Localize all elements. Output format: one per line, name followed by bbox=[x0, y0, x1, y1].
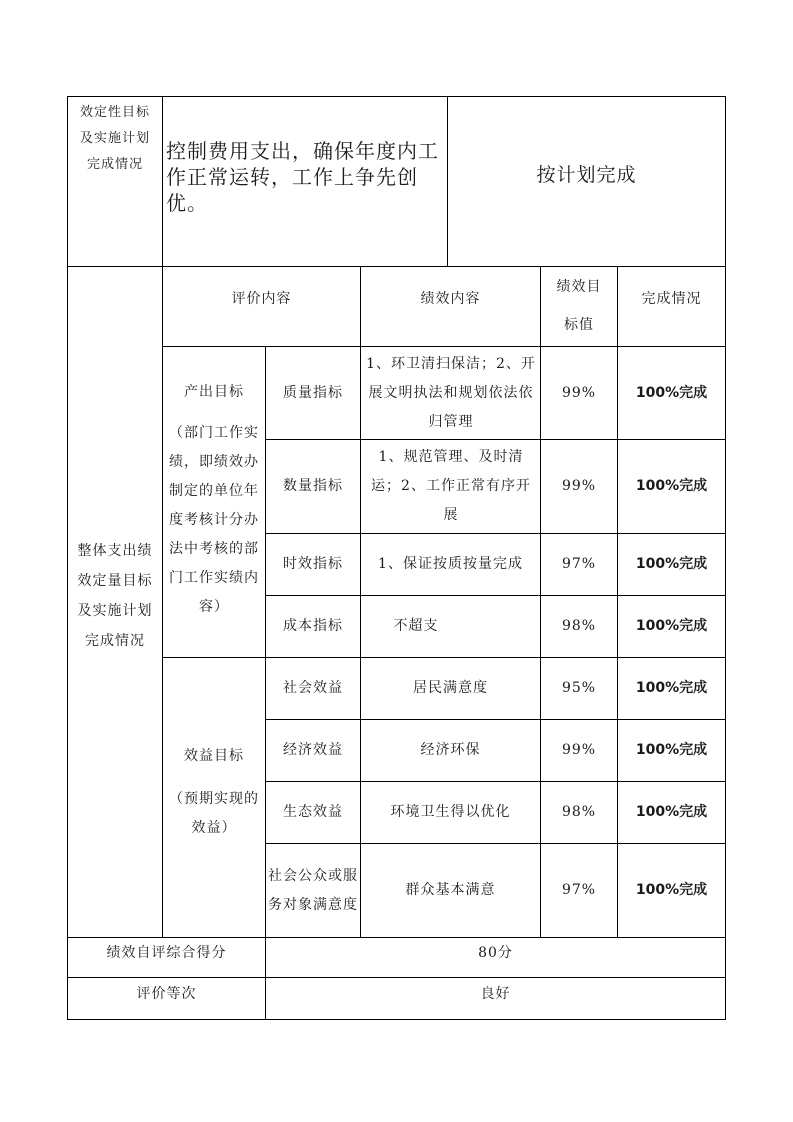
qualitative-goal-text: 控制费用支出，确保年度内工作正常运转，工作上争先创优。 bbox=[166, 139, 439, 215]
row-3-status: 100%完成 bbox=[635, 618, 708, 634]
row-5-indicator: 经济效益 bbox=[283, 742, 343, 758]
output-goal-title: 产出目标 bbox=[184, 384, 244, 400]
row-1-status: 100%完成 bbox=[635, 478, 708, 494]
row-2-content: 1、保证按质按量完成 bbox=[378, 556, 523, 572]
quantitative-section-label: 整体支出绩效定量目标及实施计划完成情况 bbox=[77, 543, 153, 649]
header-content: 绩效内容 bbox=[420, 290, 481, 307]
grade-label: 评价等次 bbox=[136, 985, 197, 1002]
header-status: 完成情况 bbox=[641, 290, 702, 307]
row-7-target: 97% bbox=[561, 882, 597, 898]
benefit-goal-title: 效益目标 bbox=[184, 748, 244, 764]
row-1-target: 99% bbox=[561, 478, 597, 494]
row-1-indicator: 数量指标 bbox=[283, 478, 343, 494]
row-7-content: 群众基本满意 bbox=[405, 882, 496, 898]
row-2-indicator: 时效指标 bbox=[283, 556, 343, 572]
row-6-target: 98% bbox=[561, 804, 597, 820]
header-target: 绩效目标值 bbox=[556, 279, 602, 333]
benefit-goal-group bbox=[166, 742, 262, 842]
qualitative-goal-label: 效定性目标及实施计划完成情况 bbox=[79, 105, 150, 172]
row-6-status: 100%完成 bbox=[635, 804, 708, 820]
row-2-target: 97% bbox=[561, 556, 597, 572]
row-4-target: 95% bbox=[561, 680, 597, 696]
row-7-indicator: 社会公众或服务对象满意度 bbox=[268, 867, 358, 913]
row-4-content: 居民满意度 bbox=[413, 680, 488, 696]
benefit-goal-note: （预期实现的效益） bbox=[169, 791, 259, 836]
score-label: 绩效自评综合得分 bbox=[106, 944, 227, 961]
row-0-indicator: 质量指标 bbox=[283, 384, 343, 401]
row-0-content: 1、环卫清扫保洁；2、开展文明执法和规划依法依归管理 bbox=[366, 355, 536, 430]
row-2-status: 100%完成 bbox=[635, 556, 708, 572]
row-0-target: 99% bbox=[561, 384, 597, 401]
score-value: 80分 bbox=[478, 944, 513, 961]
row-5-status: 100%完成 bbox=[635, 742, 708, 758]
row-7-status: 100%完成 bbox=[635, 882, 708, 898]
row-3-target: 98% bbox=[561, 618, 597, 634]
qualitative-goal-result: 按计划完成 bbox=[536, 163, 637, 186]
row-5-target: 99% bbox=[561, 742, 597, 758]
row-1-content: 1、规范管理、及时清运；2、工作正常有序开展 bbox=[371, 449, 531, 523]
row-3-content: 不超支 bbox=[393, 618, 439, 634]
row-6-indicator: 生态效益 bbox=[283, 804, 343, 820]
row-0-status: 100%完成 bbox=[635, 384, 708, 401]
row-6-content: 环境卫生得以优化 bbox=[390, 804, 511, 820]
row-4-indicator: 社会效益 bbox=[283, 680, 343, 696]
row-3-indicator: 成本指标 bbox=[283, 618, 343, 634]
output-goal-note: （部门工作实绩，即绩效办制定的单位年度考核计分办法中考核的部门工作实绩内容） bbox=[169, 425, 259, 615]
grade-value: 良好 bbox=[480, 985, 511, 1002]
row-5-content: 经济环保 bbox=[420, 742, 481, 758]
header-evaluation: 评价内容 bbox=[231, 290, 292, 307]
output-goal-group bbox=[166, 378, 262, 615]
row-4-status: 100%完成 bbox=[635, 680, 708, 696]
